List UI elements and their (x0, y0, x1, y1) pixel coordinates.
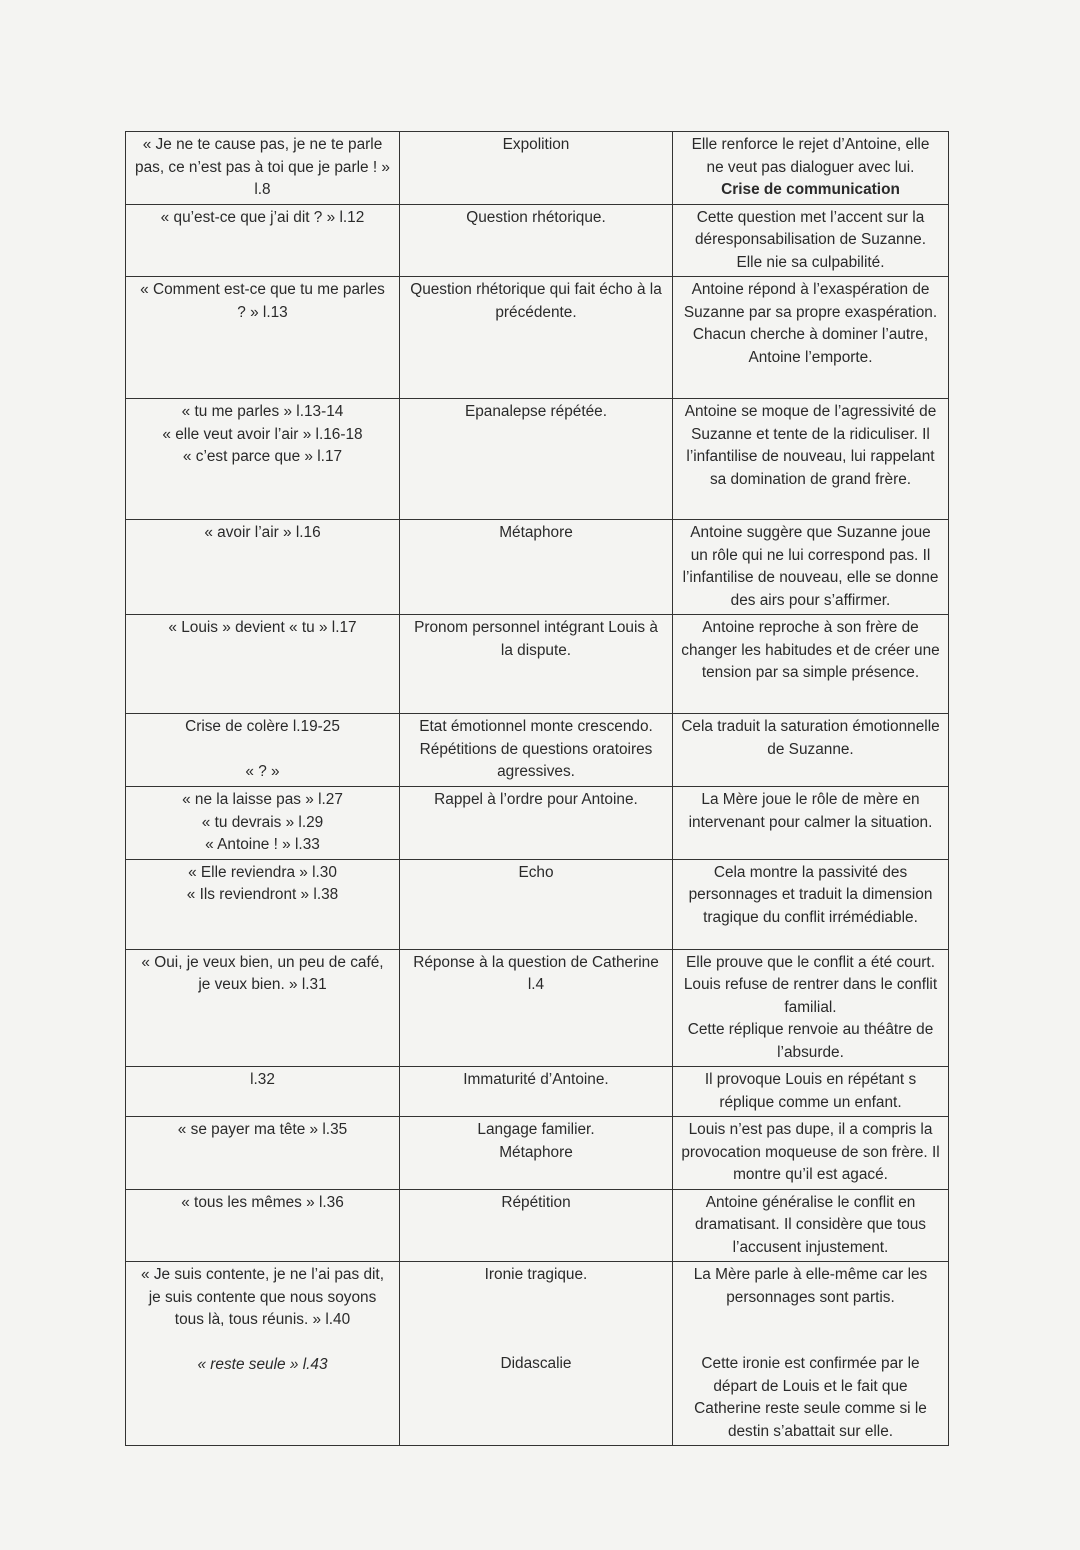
device-cell: Immaturité d’Antoine. (400, 1067, 673, 1117)
table-row (126, 132, 949, 205)
quote-cell: « se payer ma tête » l.35 (126, 1117, 400, 1190)
table-row (126, 949, 949, 1067)
analysis-table (125, 131, 949, 1446)
quote-cell: « Comment est-ce que tu me parles ? » l.13 (126, 277, 400, 399)
effect-cell: Antoine suggère que Suzanne joue un rôle qui ne lui correspond pas. Il l’infantilise de nouveau, elle se donne des airs pour s’affirmer. (673, 520, 949, 615)
table-row (126, 859, 949, 949)
table-row (126, 399, 949, 520)
effect-cell: Cela montre la passivité des personnages et traduit la dimension tragique du conflit irrémédiable. (673, 859, 949, 949)
effect-cell: La Mère parle à elle-même car les personnages sont partis. Cette ironie est confirmée par le départ de Louis et le fait que Catherine reste seule comme si le destin s’abattait sur elle. (673, 1262, 949, 1446)
quote-cell: « Louis » devient « tu » l.17 (126, 615, 400, 714)
device-cell: Rappel à l’ordre pour Antoine. (400, 787, 673, 860)
quote-cell: « qu’est-ce que j’ai dit ? » l.12 (126, 204, 400, 277)
table-row (126, 1067, 949, 1117)
device-cell: Question rhétorique qui fait écho à la précédente. (400, 277, 673, 399)
quote-cell: « tu me parles » l.13-14 « elle veut avoir l’air » l.16-18 « c’est parce que » l.17 (126, 399, 400, 520)
quote-cell: l.32 (126, 1067, 400, 1117)
table-row (126, 615, 949, 714)
effect-cell: Antoine répond à l’exaspération de Suzanne par sa propre exaspération. Chacun cherche à dominer l’autre, Antoine l’emporte. (673, 277, 949, 399)
device-cell: Epanalepse répétée. (400, 399, 673, 520)
effect-cell: Antoine généralise le conflit en dramatisant. Il considère que tous l’accusent injustement. (673, 1189, 949, 1262)
quote-cell: Crise de colère l.19-25 « ? » (126, 714, 400, 787)
table-row (126, 1117, 949, 1190)
device-cell: Langage familier. Métaphore (400, 1117, 673, 1190)
device-cell: Etat émotionnel monte crescendo. Répétitions de questions oratoires agressives. (400, 714, 673, 787)
table-row (126, 277, 949, 399)
device-cell: Métaphore (400, 520, 673, 615)
quote-cell: « Je suis contente, je ne l’ai pas dit, je suis contente que nous soyons tous là, tous réunis. » l.40 « reste seule » l.43 (126, 1262, 400, 1446)
table-row (126, 1262, 949, 1446)
effect-cell: Antoine reproche à son frère de changer les habitudes et de créer une tension par sa simple présence. (673, 615, 949, 714)
device-cell: Question rhétorique. (400, 204, 673, 277)
device-cell: Ironie tragique. Didascalie (400, 1262, 673, 1446)
effect-cell: Louis n’est pas dupe, il a compris la provocation moqueuse de son frère. Il montre qu’il est agacé. (673, 1117, 949, 1190)
quote-cell: « Je ne te cause pas, je ne te parle pas, ce n’est pas à toi que je parle ! » l.8 (126, 132, 400, 205)
effect-cell: Cette question met l’accent sur la déresponsabilisation de Suzanne. Elle nie sa culpabilité. (673, 204, 949, 277)
effect-cell: La Mère joue le rôle de mère en intervenant pour calmer la situation. (673, 787, 949, 860)
quote-cell: « Oui, je veux bien, un peu de café, je veux bien. » l.31 (126, 949, 400, 1067)
device-cell: Pronom personnel intégrant Louis à la dispute. (400, 615, 673, 714)
effect-cell: Il provoque Louis en répétant s réplique comme un enfant. (673, 1067, 949, 1117)
quote-cell: « tous les mêmes » l.36 (126, 1189, 400, 1262)
device-cell: Expolition (400, 132, 673, 205)
device-cell: Réponse à la question de Catherine l.4 (400, 949, 673, 1067)
effect-cell: Elle renforce le rejet d’Antoine, elle ne veut pas dialoguer avec lui. Crise de communication (673, 132, 949, 205)
device-cell: Répétition (400, 1189, 673, 1262)
table-row (126, 520, 949, 615)
table-row (126, 787, 949, 860)
quote-cell: « avoir l’air » l.16 (126, 520, 400, 615)
device-cell: Echo (400, 859, 673, 949)
effect-cell: Cela traduit la saturation émotionnelle de Suzanne. (673, 714, 949, 787)
effect-cell: Antoine se moque de l’agressivité de Suzanne et tente de la ridiculiser. Il l’infantilise de nouveau, lui rappelant sa domination de grand frère. (673, 399, 949, 520)
quote-cell: « ne la laisse pas » l.27 « tu devrais » l.29 « Antoine ! » l.33 (126, 787, 400, 860)
table-row (126, 714, 949, 787)
quote-cell: « Elle reviendra » l.30 « Ils reviendront » l.38 (126, 859, 400, 949)
table-row (126, 204, 949, 277)
table-row (126, 1189, 949, 1262)
effect-cell: Elle prouve que le conflit a été court. Louis refuse de rentrer dans le conflit familial. Cette réplique renvoie au théâtre de l’absurde. (673, 949, 949, 1067)
